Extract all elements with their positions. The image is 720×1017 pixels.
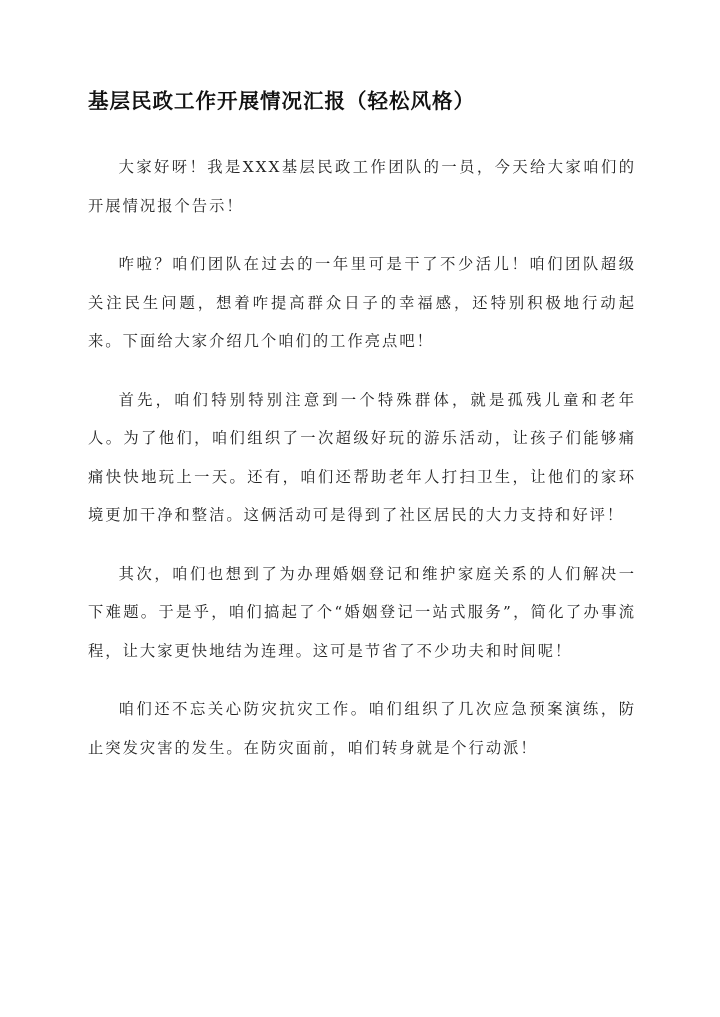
paragraph-marriage-service: 其次，咱们也想到了为办理婚姻登记和维护家庭关系的人们解决一下难题。于是乎，咱们搞起了个“婚姻登记一站式服务”，简化了办事流程，让大家更快地结为连理。这可是节省了不少功夫和时间呢！ bbox=[88, 564, 636, 660]
paragraph-overview: 咋啦？咱们团队在过去的一年里可是干了不少活儿！咱们团队超级关注民生问题，想着咋提高群众日子的幸福感，还特别积极地行动起来。下面给大家介绍几个咱们的工作亮点吧！ bbox=[88, 255, 636, 350]
paragraph-disaster-prevention: 咱们还不忘关心防灾抗灾工作。咱们组织了几次应急预案演练，防止突发灾害的发生。在防灾面前，咱们转身就是个行动派！ bbox=[88, 700, 636, 757]
document-title: 基层民政工作开展情况汇报（轻松风格） bbox=[88, 89, 475, 113]
paragraph-greeting: 大家好呀！我是XXX基层民政工作团队的一员，今天给大家咱们的开展情况报个告示！ bbox=[88, 158, 636, 215]
paragraph-vulnerable-groups: 首先，咱们特别特别注意到一个特殊群体，就是孤残儿童和老年人。为了他们，咱们组织了一次超级好玩的游乐活动，让孩子们能够痛痛快快地玩上一天。还有，咱们还帮助老年人打扫卫生，让他们的家环境更加干净和整洁。这俩活动可是得到了社区居民的大力支持和好评！ bbox=[88, 390, 636, 524]
document-body bbox=[88, 148, 636, 787]
